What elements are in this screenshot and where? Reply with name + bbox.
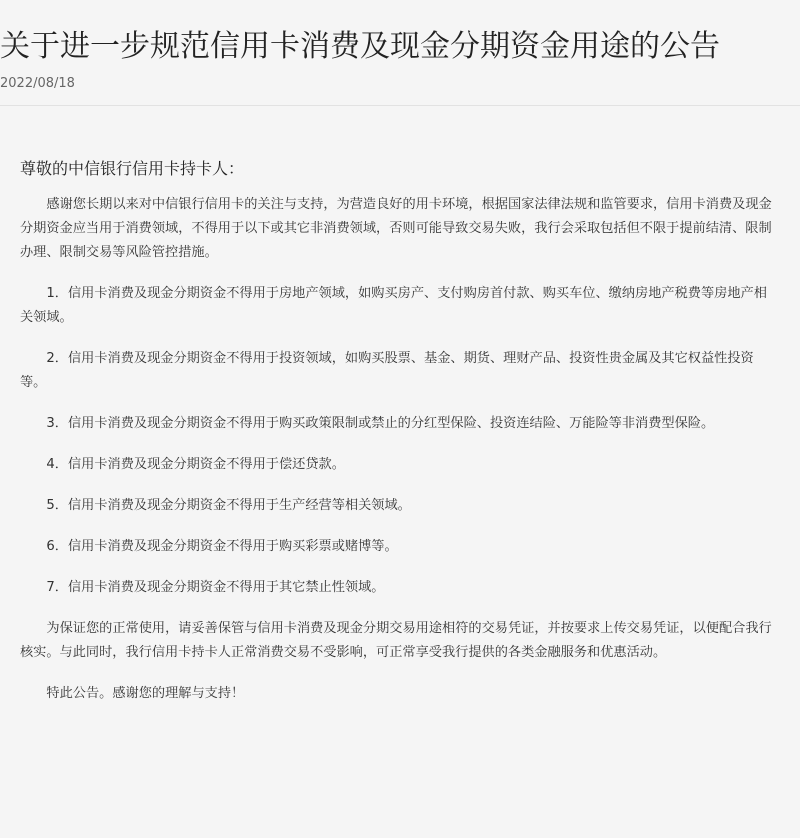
list-item: 3．信用卡消费及现金分期资金不得用于购买政策限制或禁止的分红型保险、投资连结险、万能险等非消费型保险。 xyxy=(46,416,715,431)
list-item: 7．信用卡消费及现金分期资金不得用于其它禁止性领域。 xyxy=(46,580,385,595)
page-title: 关于进一步规范信用卡消费及现金分期资金用途的公告 xyxy=(0,29,720,64)
list-item: 6．信用卡消费及现金分期资金不得用于购买彩票或赌博等。 xyxy=(46,539,398,554)
list-item: 5．信用卡消费及现金分期资金不得用于生产经营等相关领域。 xyxy=(46,498,411,513)
final-statement: 特此公告。感谢您的理解与支持！ xyxy=(46,686,245,701)
article-header xyxy=(0,0,800,92)
article-body xyxy=(0,106,780,706)
closing-paragraph: 为保证您的正常使用，请妥善保管与信用卡消费及现金分期交易用途相符的交易凭证，并按要求上传交易凭证，以便配合我行核实。与此同时，我行信用卡持卡人正常消费交易不受影响，可正常享受我行提供的各类金融服务和优惠活动。 xyxy=(20,621,772,660)
list-item: 2．信用卡消费及现金分期资金不得用于投资领域，如购买股票、基金、期货、理财产品、投资性贵金属及其它权益性投资等。 xyxy=(20,351,754,390)
greeting: 尊敬的中信银行信用卡持卡人： xyxy=(20,159,245,178)
list-item: 4．信用卡消费及现金分期资金不得用于偿还贷款。 xyxy=(46,457,345,472)
intro-paragraph: 感谢您长期以来对中信银行信用卡的关注与支持，为营造良好的用卡环境，根据国家法律法规和监管要求，信用卡消费及现金分期资金应当用于消费领域，不得用于以下或其它非消费领域，否则可能导致交易失败，我行会采取包括但不限于提前结清、限制办理、限制交易等风险管控措施。 xyxy=(20,197,772,260)
list-item: 1．信用卡消费及现金分期资金不得用于房地产领域，如购买房产、支付购房首付款、购买车位、缴纳房地产税费等房地产相关领域。 xyxy=(20,286,767,325)
publish-date: 2022/08/18 xyxy=(0,76,75,91)
